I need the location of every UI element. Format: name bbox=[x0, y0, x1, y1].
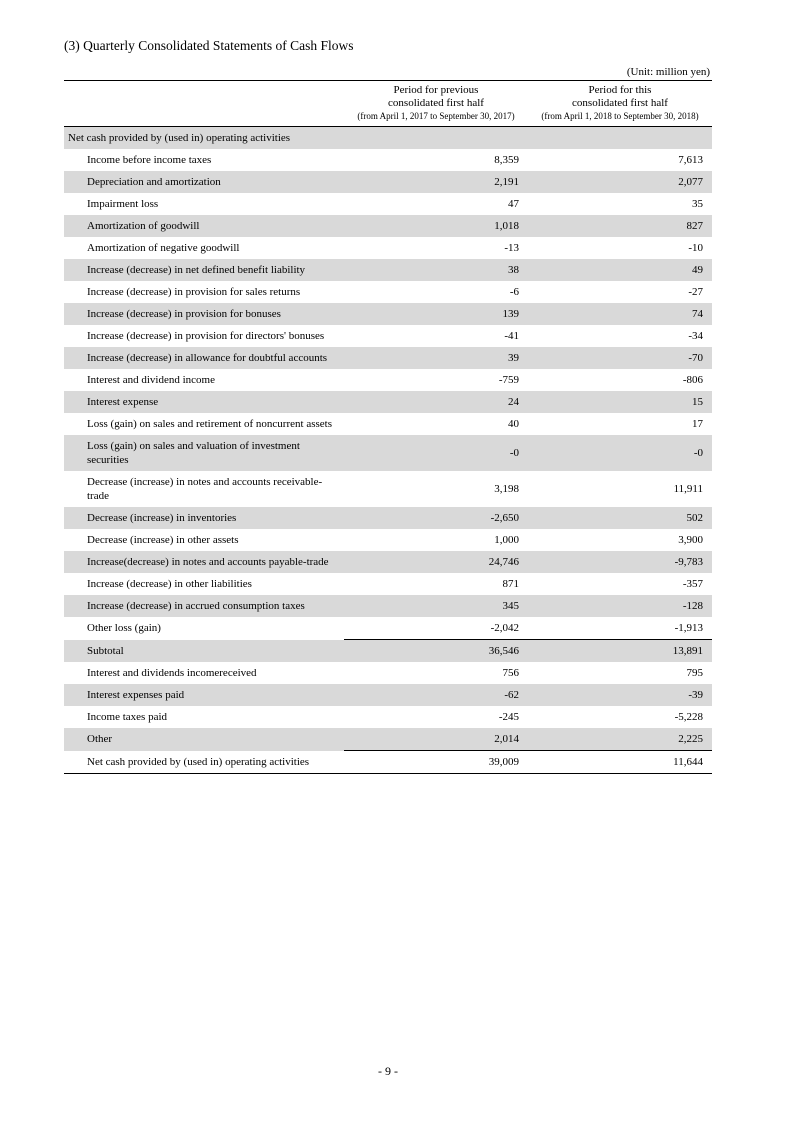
row-label: Loss (gain) on sales and retirement of noncurrent assets bbox=[87, 418, 332, 430]
value-previous: 36,546 bbox=[344, 640, 528, 663]
row-label: Increase (decrease) in allowance for doubtful accounts bbox=[64, 347, 344, 369]
row-label: Decrease (increase) in other assets bbox=[87, 534, 239, 546]
value-current: -70 bbox=[528, 347, 712, 369]
row-label: Net cash provided by (used in) operating activities bbox=[64, 127, 344, 150]
value-current: -10 bbox=[688, 242, 703, 254]
value-previous: 40 bbox=[508, 418, 519, 430]
table-row bbox=[64, 281, 712, 303]
value-current: -128 bbox=[528, 595, 712, 617]
row-label: Impairment loss bbox=[87, 198, 159, 210]
value-current: 15 bbox=[528, 391, 712, 413]
value-current bbox=[528, 127, 712, 150]
table-row bbox=[64, 149, 712, 171]
table-row bbox=[64, 193, 712, 215]
column-header-text: Period for previous bbox=[393, 84, 479, 96]
page-number: - 9 - bbox=[378, 1064, 398, 1078]
unit-note: (Unit: million yen) bbox=[626, 66, 710, 78]
column-header-previous-period bbox=[344, 81, 528, 127]
table-row bbox=[64, 728, 712, 751]
column-header-current-period bbox=[528, 81, 712, 127]
value-current: 502 bbox=[528, 507, 712, 529]
table-row bbox=[64, 413, 712, 435]
table-row bbox=[64, 391, 712, 413]
value-current: -1,913 bbox=[674, 622, 703, 634]
value-current: 2,225 bbox=[528, 728, 712, 751]
value-current: -34 bbox=[688, 330, 703, 342]
value-current: 35 bbox=[692, 198, 703, 210]
row-label: Subtotal bbox=[64, 640, 344, 663]
column-header-daterange: (from April 1, 2017 to September 30, 2017) bbox=[357, 111, 515, 121]
value-previous: 24,746 bbox=[344, 551, 528, 573]
value-current: 2,077 bbox=[528, 171, 712, 193]
table-row bbox=[64, 551, 712, 573]
table-row bbox=[64, 237, 712, 259]
table-row bbox=[64, 617, 712, 640]
value-current: -357 bbox=[682, 578, 703, 590]
value-current: 3,900 bbox=[678, 534, 703, 546]
value-current: 7,613 bbox=[678, 154, 703, 166]
row-label: Other bbox=[64, 728, 344, 751]
row-label: Net cash provided by (used in) operating activities bbox=[64, 751, 344, 774]
table-row bbox=[64, 471, 712, 507]
value-previous: -41 bbox=[504, 330, 519, 342]
value-current: 49 bbox=[528, 259, 712, 281]
row-label: Increase(decrease) in notes and accounts payable-trade bbox=[64, 551, 344, 573]
value-previous: 756 bbox=[502, 667, 519, 679]
value-previous: -245 bbox=[498, 711, 519, 723]
row-label: Amortization of goodwill bbox=[64, 215, 344, 237]
value-previous: 1,000 bbox=[494, 534, 519, 546]
row-label: Increase (decrease) in net defined benefit liability bbox=[64, 259, 344, 281]
cashflow-table bbox=[64, 80, 712, 774]
row-label: Income before income taxes bbox=[87, 154, 212, 166]
value-previous: 139 bbox=[344, 303, 528, 325]
row-label: Increase (decrease) in other liabilities bbox=[87, 578, 252, 590]
column-header-daterange: (from April 1, 2018 to September 30, 2018) bbox=[541, 111, 699, 121]
value-current: 827 bbox=[528, 215, 712, 237]
table-row bbox=[64, 171, 712, 193]
row-label: Interest expense bbox=[64, 391, 344, 413]
value-current: -9,783 bbox=[528, 551, 712, 573]
value-previous: -0 bbox=[344, 435, 528, 471]
table-row bbox=[64, 684, 712, 706]
value-previous: -2,650 bbox=[344, 507, 528, 529]
value-current: 795 bbox=[686, 667, 703, 679]
value-current: -5,228 bbox=[674, 711, 703, 723]
table-row bbox=[64, 325, 712, 347]
column-header-text: consolidated first half bbox=[572, 97, 668, 109]
row-label: Decrease (increase) in notes and accounts receivable-trade bbox=[87, 476, 323, 502]
row-label: Interest expenses paid bbox=[64, 684, 344, 706]
value-current: 13,891 bbox=[528, 640, 712, 663]
table-row bbox=[64, 303, 712, 325]
table-row bbox=[64, 369, 712, 391]
table-row bbox=[64, 751, 712, 774]
value-previous: 2,191 bbox=[344, 171, 528, 193]
header-row bbox=[64, 81, 712, 127]
value-current: 17 bbox=[692, 418, 703, 430]
column-header-text: Period for this bbox=[588, 84, 652, 96]
value-previous: -6 bbox=[509, 286, 519, 298]
value-current: -806 bbox=[682, 374, 703, 386]
table-row bbox=[64, 435, 712, 471]
table-header bbox=[64, 81, 712, 127]
row-label: Loss (gain) on sales and valuation of investment securities bbox=[64, 435, 344, 471]
table-row bbox=[64, 640, 712, 663]
table-row bbox=[64, 347, 712, 369]
row-label: Interest and dividend income bbox=[87, 374, 215, 386]
value-previous: 39,009 bbox=[344, 751, 528, 774]
row-label: Increase (decrease) in provision for bonuses bbox=[64, 303, 344, 325]
table-row bbox=[64, 529, 712, 551]
row-label: Interest and dividends incomereceived bbox=[87, 667, 257, 679]
value-previous: 345 bbox=[344, 595, 528, 617]
value-current: 11,911 bbox=[673, 483, 703, 495]
value-current: -39 bbox=[528, 684, 712, 706]
table-row bbox=[64, 595, 712, 617]
value-previous bbox=[344, 127, 528, 150]
value-previous: -759 bbox=[498, 374, 519, 386]
page-content bbox=[64, 0, 712, 774]
value-previous: 24 bbox=[344, 391, 528, 413]
row-label: Income taxes paid bbox=[87, 711, 168, 723]
value-previous: 3,198 bbox=[494, 483, 519, 495]
value-previous: -62 bbox=[344, 684, 528, 706]
row-label: Increase (decrease) in provision for directors' bonuses bbox=[87, 330, 325, 342]
table-row bbox=[64, 573, 712, 595]
value-current: -27 bbox=[688, 286, 703, 298]
value-previous: 47 bbox=[508, 198, 519, 210]
row-label: Increase (decrease) in accrued consumption taxes bbox=[64, 595, 344, 617]
value-previous: -13 bbox=[504, 242, 519, 254]
column-header-text: consolidated first half bbox=[388, 97, 484, 109]
section-row bbox=[64, 127, 712, 150]
value-previous: 8,359 bbox=[494, 154, 519, 166]
label-column-header bbox=[64, 81, 344, 127]
row-label: Decrease (increase) in inventories bbox=[64, 507, 344, 529]
table-row bbox=[64, 259, 712, 281]
value-previous: 38 bbox=[344, 259, 528, 281]
value-current: 74 bbox=[528, 303, 712, 325]
row-label: Amortization of negative goodwill bbox=[87, 242, 240, 254]
table-row bbox=[64, 662, 712, 684]
row-label: Depreciation and amortization bbox=[64, 171, 344, 193]
value-current: 11,644 bbox=[528, 751, 712, 774]
value-current: -0 bbox=[528, 435, 712, 471]
table-row bbox=[64, 507, 712, 529]
table-row bbox=[64, 706, 712, 728]
row-label: Other loss (gain) bbox=[87, 622, 161, 635]
value-previous: 2,014 bbox=[344, 728, 528, 751]
value-previous: 871 bbox=[502, 578, 519, 590]
value-previous: 1,018 bbox=[344, 215, 528, 237]
row-label: Increase (decrease) in provision for sales returns bbox=[87, 286, 301, 298]
page-title: (3) Quarterly Consolidated Statements of Cash Flows bbox=[64, 38, 354, 53]
table-row bbox=[64, 215, 712, 237]
value-previous: -2,042 bbox=[490, 622, 519, 634]
cashflow-table-body bbox=[64, 127, 712, 774]
value-previous: 39 bbox=[344, 347, 528, 369]
